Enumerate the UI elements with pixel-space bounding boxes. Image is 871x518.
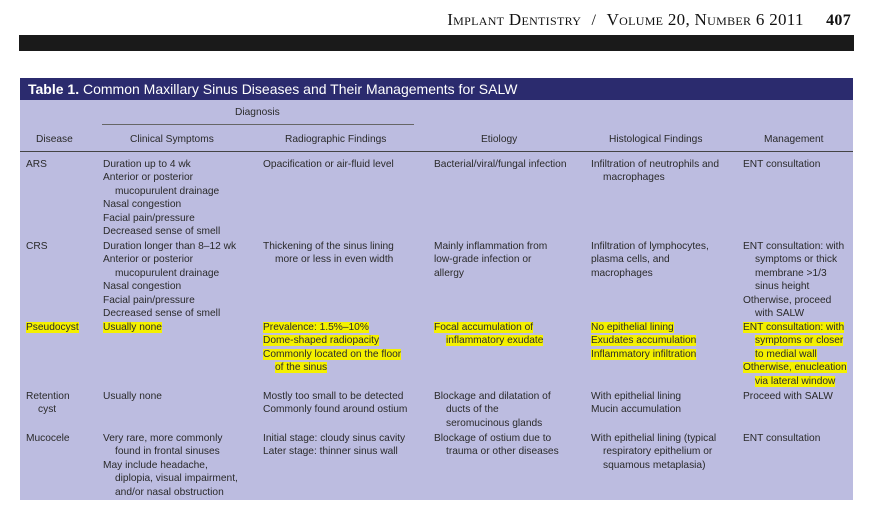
cell-radiographic: Opacification or air-fluid level <box>263 159 394 170</box>
diagnosis-group-header: Diagnosis <box>235 107 280 118</box>
cell-disease: ARS <box>26 159 47 170</box>
cell-radiographic: Prevalence: 1.5%–10% Dome-shaped radiopacity Commonly located on the floor of the sinus <box>263 322 402 374</box>
cell-clinical: Duration longer than 8–12 wk Anterior or posterior mucopurulent drainage Nasal congestion Facial pain/pressure Decreased sense of smell <box>103 241 237 320</box>
cell-histological: With epithelial lining (typical respiratory epithelium or squamous metaplasia) <box>591 433 717 471</box>
cell-etiology: Mainly inflammation from low-grade infection or allergy <box>434 241 548 279</box>
cell-clinical: Very rare, more commonly found in frontal sinuses May include headache, diplopia, visual impairment, and/or nasal obstruction <box>103 433 238 498</box>
cell-management: ENT consultation: with symptoms or closer to medial wall Otherwise, enucleation via lateral window <box>743 322 847 387</box>
cell-etiology: Bacterial/viral/fungal infection <box>434 159 567 170</box>
cell-management: ENT consultation <box>743 433 821 444</box>
page-number: 407 <box>826 12 851 29</box>
cell-clinical: Duration up to 4 wk Anterior or posterior mucopurulent drainage Nasal congestion Facial pain/pressure Decreased sense of smell <box>103 159 221 238</box>
col-header-management: Management <box>764 134 824 145</box>
col-header-etiology: Etiology <box>481 134 518 145</box>
diagnosis-rule <box>102 124 414 125</box>
header-rule-bar <box>19 35 854 51</box>
col-header-disease: Disease <box>36 134 73 145</box>
cell-management: ENT consultation <box>743 159 821 170</box>
cell-disease: Pseudocyst <box>26 322 79 333</box>
cell-disease: CRS <box>26 241 48 252</box>
cell-histological: Infiltration of lymphocytes, plasma cells, and macrophages <box>591 241 709 279</box>
cell-radiographic: Mostly too small to be detected Commonly found around ostium <box>263 391 408 416</box>
col-header-radiographic: Radiographic Findings <box>285 134 387 145</box>
cell-histological: No epithelial lining Exudates accumulation Inflammatory infiltration <box>591 322 697 360</box>
cell-etiology: Focal accumulation of inflammatory exudate <box>434 322 544 347</box>
cell-disease: Retention cyst <box>26 391 70 416</box>
cell-etiology: Blockage of ostium due to trauma or other diseases <box>434 433 559 458</box>
col-header-clinical: Clinical Symptoms <box>130 134 214 145</box>
sinus-disease-table <box>20 78 853 500</box>
table-label: Table 1. <box>28 81 80 97</box>
cell-radiographic: Initial stage: cloudy sinus cavity Later stage: thinner sinus wall <box>263 433 406 458</box>
cell-disease: Mucocele <box>26 433 70 444</box>
table-title <box>20 78 853 100</box>
cell-management: ENT consultation: with symptoms or thick membrane >1/3 sinus height Otherwise, proceed with SALW <box>743 241 845 320</box>
col-header-histological: Histological Findings <box>609 134 703 145</box>
cell-clinical: Usually none <box>103 322 162 333</box>
cell-radiographic: Thickening of the sinus lining more or less in even width <box>263 241 394 266</box>
cell-management: Proceed with SALW <box>743 391 833 402</box>
cell-histological: With epithelial lining Mucin accumulation <box>591 391 682 416</box>
journal-name: Implant Dentistry <box>447 10 582 29</box>
cell-clinical: Usually none <box>103 391 162 402</box>
table-title-text: Common Maxillary Sinus Diseases and Their Managements for SALW <box>82 81 518 97</box>
separator: / <box>591 12 597 29</box>
header-bottom-rule <box>20 151 853 152</box>
cell-etiology: Blockage and dilatation of ducts of the seromucinous glands <box>434 391 551 429</box>
volume-info: Volume 20, Number 6 2011 <box>606 10 804 29</box>
running-head <box>20 10 851 30</box>
cell-histological: Infiltration of neutrophils and macrophages <box>591 159 719 184</box>
